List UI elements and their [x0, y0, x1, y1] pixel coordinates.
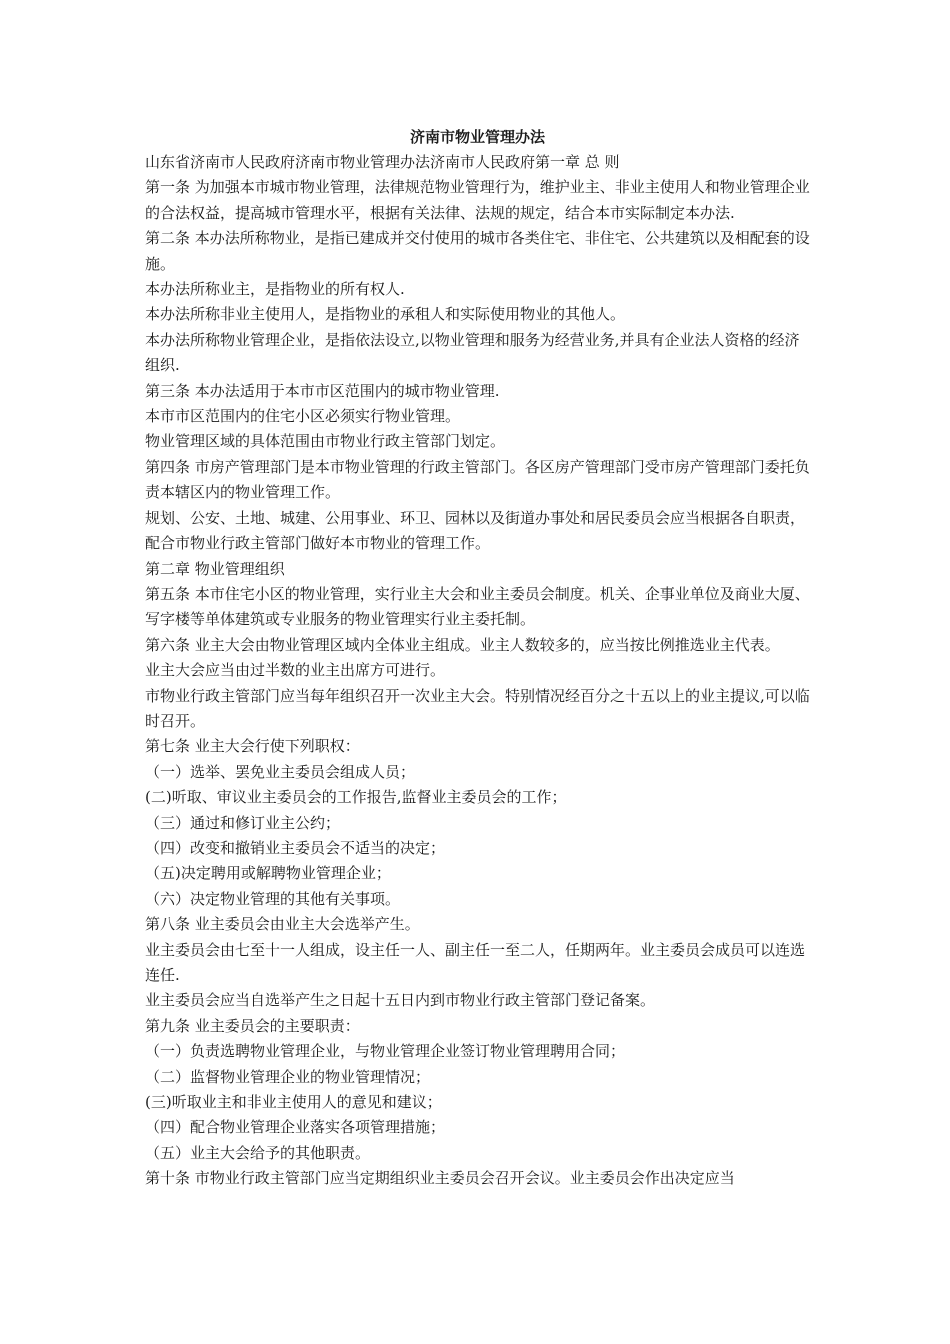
- body-paragraph: 业主大会应当由过半数的业主出席方可进行。: [145, 661, 446, 680]
- body-paragraph: （六）决定物业管理的其他有关事项。: [145, 889, 401, 908]
- body-paragraph: （二）监督物业管理企业的物业管理情况；: [145, 1067, 431, 1086]
- body-paragraph: 本办法所称物业管理企业，是指依法设立,以物业管理和服务为经营业务,并具有企业法人资格的经济组织.: [145, 330, 800, 375]
- body-paragraph: 第七条 业主大会行使下列职权：: [145, 737, 360, 756]
- body-paragraph: 第四条 市房产管理部门是本市物业管理的行政主管部门。各区房产管理部门受市房产管理部门委托负责本辖区内的物业管理工作。: [145, 457, 810, 502]
- body-paragraph: (二)听取、审议业主委员会的工作报告,监督业主委员会的工作；: [145, 788, 567, 807]
- body-paragraph: 业主委员会应当自选举产生之日起十五日内到市物业行政主管部门登记备案。: [145, 991, 656, 1010]
- body-paragraph: （四）配合物业管理企业落实各项管理措施；: [145, 1118, 446, 1137]
- body-paragraph: 本办法所称业主，是指物业的所有权人.: [145, 280, 405, 299]
- document-page: [145, 124, 810, 1192]
- body-paragraph: （一）选举、罢免业主委员会组成人员；: [145, 762, 416, 781]
- body-paragraph: 第二条 本办法所称物业，是指已建成并交付使用的城市各类住宅、非住宅、公共建筑以及相配套的设施。: [145, 229, 810, 273]
- body-paragraph: 市物业行政主管部门应当每年组织召开一次业主大会。特别情况经百分之十五以上的业主提议,可以临时召开。: [145, 686, 810, 730]
- document-title: 济南市物业管理办法: [409, 128, 545, 146]
- body-paragraph: 第五条 本市住宅小区的物业管理，实行业主大会和业主委员会制度。机关、企事业单位及商业大厦、写字楼等单体建筑或专业服务的物业管理实行业主委托制。: [145, 584, 810, 629]
- body-paragraph: （四）改变和撤销业主委员会不适当的决定；: [145, 838, 446, 857]
- body-paragraph: (三)听取业主和非业主使用人的意见和建议；: [145, 1093, 442, 1112]
- body-paragraph: 规划、公安、土地、城建、公用事业、环卫、园林以及街道办事处和居民委员会应当根据各自职责，配合市物业行政主管部门做好本市物业的管理工作。: [145, 508, 806, 553]
- body-paragraph: 本办法所称非业主使用人，是指物业的承租人和实际使用物业的其他人。: [145, 305, 626, 324]
- body-paragraph: 第三条 本办法适用于本市市区范围内的城市物业管理.: [145, 381, 500, 400]
- body-paragraph: （三）通过和修订业主公约；: [145, 813, 341, 832]
- body-paragraph: 业主委员会由七至十一人组成，设主任一人、副主任一至二人，任期两年。业主委员会成员可以连选连任.: [145, 940, 806, 984]
- body-paragraph: 本市市区范围内的住宅小区必须实行物业管理。: [145, 407, 461, 426]
- body-paragraph: 第九条 业主委员会的主要职责：: [145, 1016, 360, 1035]
- body-paragraph: 第八条 业主委员会由业主大会选举产生。: [145, 915, 420, 934]
- body-paragraph: （一）负责选聘物业管理企业，与物业管理企业签订物业管理聘用合同；: [145, 1042, 626, 1061]
- document-body: [145, 150, 810, 1192]
- body-paragraph: 物业管理区域的具体范围由市物业行政主管部门划定。: [145, 432, 506, 451]
- body-paragraph: 第十条 市物业行政主管部门应当定期组织业主委员会召开会议。业主委员会作出决定应当: [145, 1169, 735, 1188]
- body-paragraph: 第一条 为加强本市城市物业管理，法律规范物业管理行为，维护业主、非业主使用人和物业管理企业的合法权益，提高城市管理水平，根据有关法律、法规的规定，结合本市实际制定本办法.: [145, 178, 810, 222]
- body-paragraph: （五)决定聘用或解聘物业管理企业；: [145, 864, 391, 883]
- body-paragraph: 第六条 业主大会由物业管理区域内全体业主组成。业主人数较多的，应当按比例推选业主代表。: [145, 635, 780, 654]
- body-paragraph: 第二章 物业管理组织: [145, 559, 285, 578]
- body-paragraph: （五）业主大会给予的其他职责。: [145, 1143, 371, 1162]
- body-paragraph: 山东省济南市人民政府济南市物业管理办法济南市人民政府第一章 总 则: [145, 153, 620, 171]
